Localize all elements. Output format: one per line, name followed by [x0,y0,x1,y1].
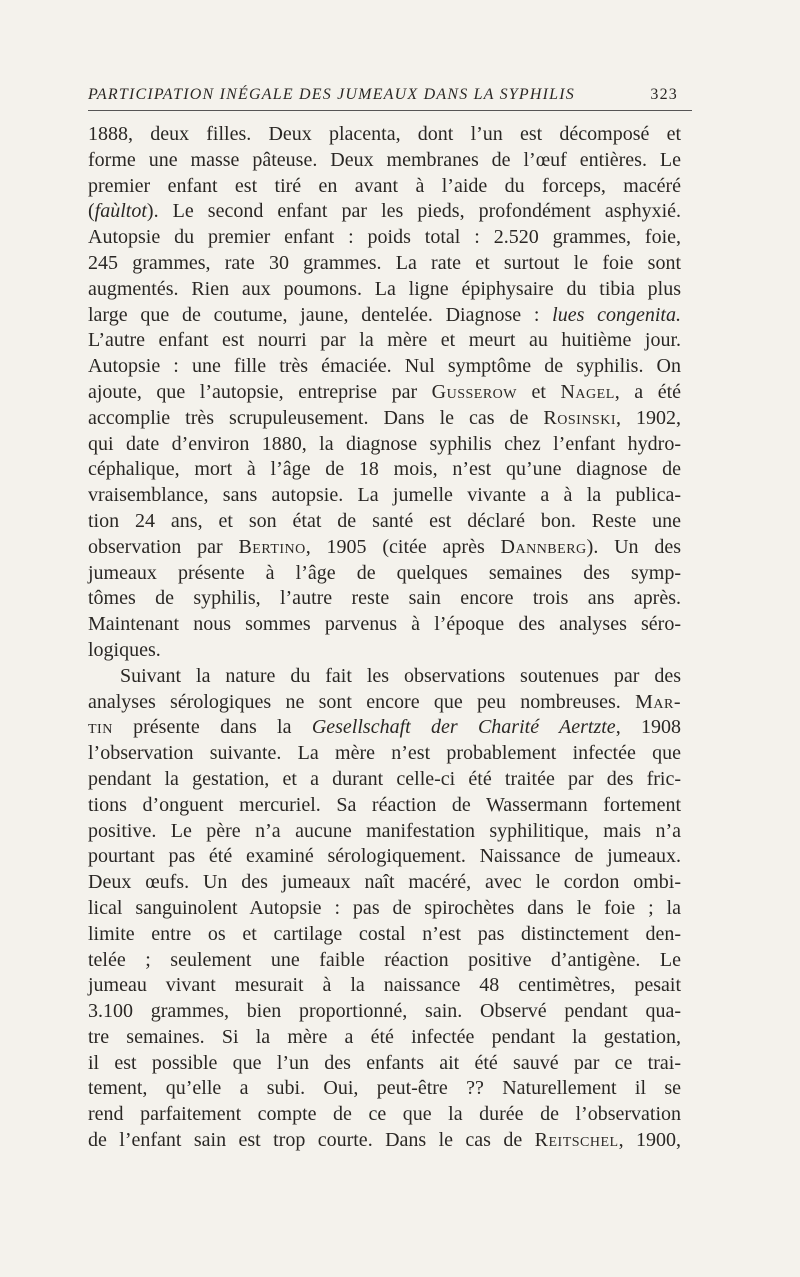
text-line [88,844,681,870]
text-run: tre semaines. Si la mère a été infectée pendant la gestation, [88,1025,681,1048]
text-run: limite entre os et cartilage costal n’est pas distinctement den- [88,922,681,945]
text-line [88,973,681,999]
text-line [88,535,681,561]
text-line [88,638,681,664]
text-line [88,328,681,354]
text-line [88,483,681,509]
text-run: , 1900, [618,1129,682,1152]
italic-run: lues congenita. [552,303,681,326]
author-name: Nagel [560,380,615,403]
text-run: présente dans la [112,716,312,739]
text-line [88,199,681,225]
author-name: Dannberg [500,535,587,558]
text-run: et [516,380,561,403]
text-run: positive. Le père n’a aucune manifestation syphilitique, mais n’a [88,819,681,842]
text-line [88,896,681,922]
text-line [88,586,681,612]
text-line [88,354,681,380]
text-line [88,122,681,148]
text-line [88,664,681,690]
author-name: tin [88,716,113,739]
text-run: ). Le second enfant par les pieds, profondément asphyxié. [146,200,681,223]
text-run: tement, qu’elle a subi. Oui, peut-être ?? Naturellement il se [88,1077,681,1100]
text-run: tion 24 ans, et son état de santé est déclaré bon. Reste une [88,509,681,532]
text-run: premier enfant est tiré en avant à l’aide du forceps, macéré [88,174,681,197]
text-run: de l’enfant sain est trop courte. Dans le cas de [88,1129,535,1152]
body-text [88,122,681,1154]
text-run: forme une masse pâteuse. Deux membranes de l’œuf entières. Le [88,148,681,171]
header-rule [88,110,692,111]
text-run: ajoute, que l’autopsie, entreprise par [88,380,432,403]
text-line [88,432,681,458]
text-run: Autopsie du premier enfant : poids total : 2.520 grammes, foie, [88,226,681,249]
text-line [88,999,681,1025]
text-run: Autopsie : une fille très émaciée. Nul symptôme de syphilis. On [88,355,681,378]
text-run: analyses sérologiques ne sont encore que peu nombreuses. [88,690,636,713]
text-run: l’observation suivante. La mère n’est probablement infectée que [88,742,681,765]
text-line [88,819,681,845]
author-name: Bertino [238,535,306,558]
text-run: Maintenant nous sommes parvenus à l’époque des analyses séro- [88,613,681,636]
author-name: Mar- [635,690,681,713]
text-line [88,225,681,251]
text-run: observation par [88,535,239,558]
text-line [88,922,681,948]
text-run: vraisemblance, sans autopsie. La jumelle vivante a à la publica- [88,484,681,507]
text-run: jumeau vivant mesurait à la naissance 48 centimètres, pesait [88,974,681,997]
text-line [88,1051,681,1077]
text-line [88,406,681,432]
text-line [88,1025,681,1051]
text-line [88,380,681,406]
text-run: augmentés. Rien aux poumons. La ligne épiphysaire du tibia plus [88,277,681,300]
text-run: Suivant la nature du fait les observations soutenues par des [120,664,681,687]
text-run: ( [88,200,95,223]
author-name: Gusserow [431,380,517,403]
text-line [88,793,681,819]
text-run: tions d’onguent mercuriel. Sa réaction de Wassermann fortement [88,793,681,816]
text-run: tômes de syphilis, l’autre reste sain encore trois ans après. [88,587,681,610]
text-line [88,561,681,587]
text-run: telée ; seulement une faible réaction positive d’antigène. Le [88,948,681,971]
text-line [88,1076,681,1102]
text-run: Deux œufs. Un des jumeaux naît macéré, avec le cordon ombi- [88,871,681,894]
text-line [88,715,681,741]
text-line [88,870,681,896]
text-run: , 1902, [616,406,681,429]
text-run: ). Un des [586,535,681,558]
text-run: lical sanguinolent Autopsie : pas de spirochètes dans le foie ; la [88,896,681,919]
text-line [88,1128,681,1154]
text-line [88,741,681,767]
text-run: L’autre enfant est nourri par la mère et meurt au huitième jour. [88,329,681,352]
text-run: accomplie très scrupuleusement. Dans le cas de [88,406,544,429]
italic-run: Gesellschaft der Charité Aertzte [311,716,616,739]
text-run: qui date d’environ 1880, la diagnose syphilis chez l’enfant hydro- [88,432,681,455]
text-line [88,277,681,303]
text-run: il est possible que l’un des enfants ait été sauvé par ce trai- [88,1051,681,1074]
text-line [88,251,681,277]
page-number: 323 [650,86,678,103]
text-line [88,148,681,174]
text-run: 245 grammes, rate 30 grammes. La rate et surtout le foie sont [88,251,681,274]
text-line [88,174,681,200]
running-title: PARTICIPATION INÉGALE DES JUMEAUX DANS LA SYPHILIS [88,86,575,103]
text-run: , 1908 [615,716,681,739]
text-line [88,690,681,716]
text-run: logiques. [88,638,161,661]
text-run: , 1905 (citée après [305,535,501,558]
text-run: jumeaux présente à l’âge de quelques semaines des symp- [88,561,681,584]
text-run: pourtant pas été examiné sérologiquement. Naissance de jumeaux. [88,845,681,868]
text-run: large que de coutume, jaune, dentelée. Diagnose : [88,303,553,326]
text-line [88,948,681,974]
text-line [88,509,681,535]
text-run: 3.100 grammes, bien proportionné, sain. Observé pendant qua- [88,1000,681,1023]
text-run: 1888, deux filles. Deux placenta, dont l’un est décomposé et [88,123,681,145]
text-run: céphalique, mort à l’âge de 18 mois, n’est qu’une diagnose de [88,458,681,481]
author-name: Rosinski [543,406,616,429]
text-line [88,767,681,793]
text-run: rend parfaitement compte de ce que la durée de l’observation [88,1103,681,1126]
text-line [88,1102,681,1128]
author-name: Reitschel [534,1129,619,1152]
text-line [88,457,681,483]
text-line [88,612,681,638]
text-run: pendant la gestation, et a durant celle-ci été traitée par des fric- [88,767,681,790]
italic-run: faùltot [94,200,147,223]
text-line [88,303,681,329]
text-run: , a été [614,380,682,403]
